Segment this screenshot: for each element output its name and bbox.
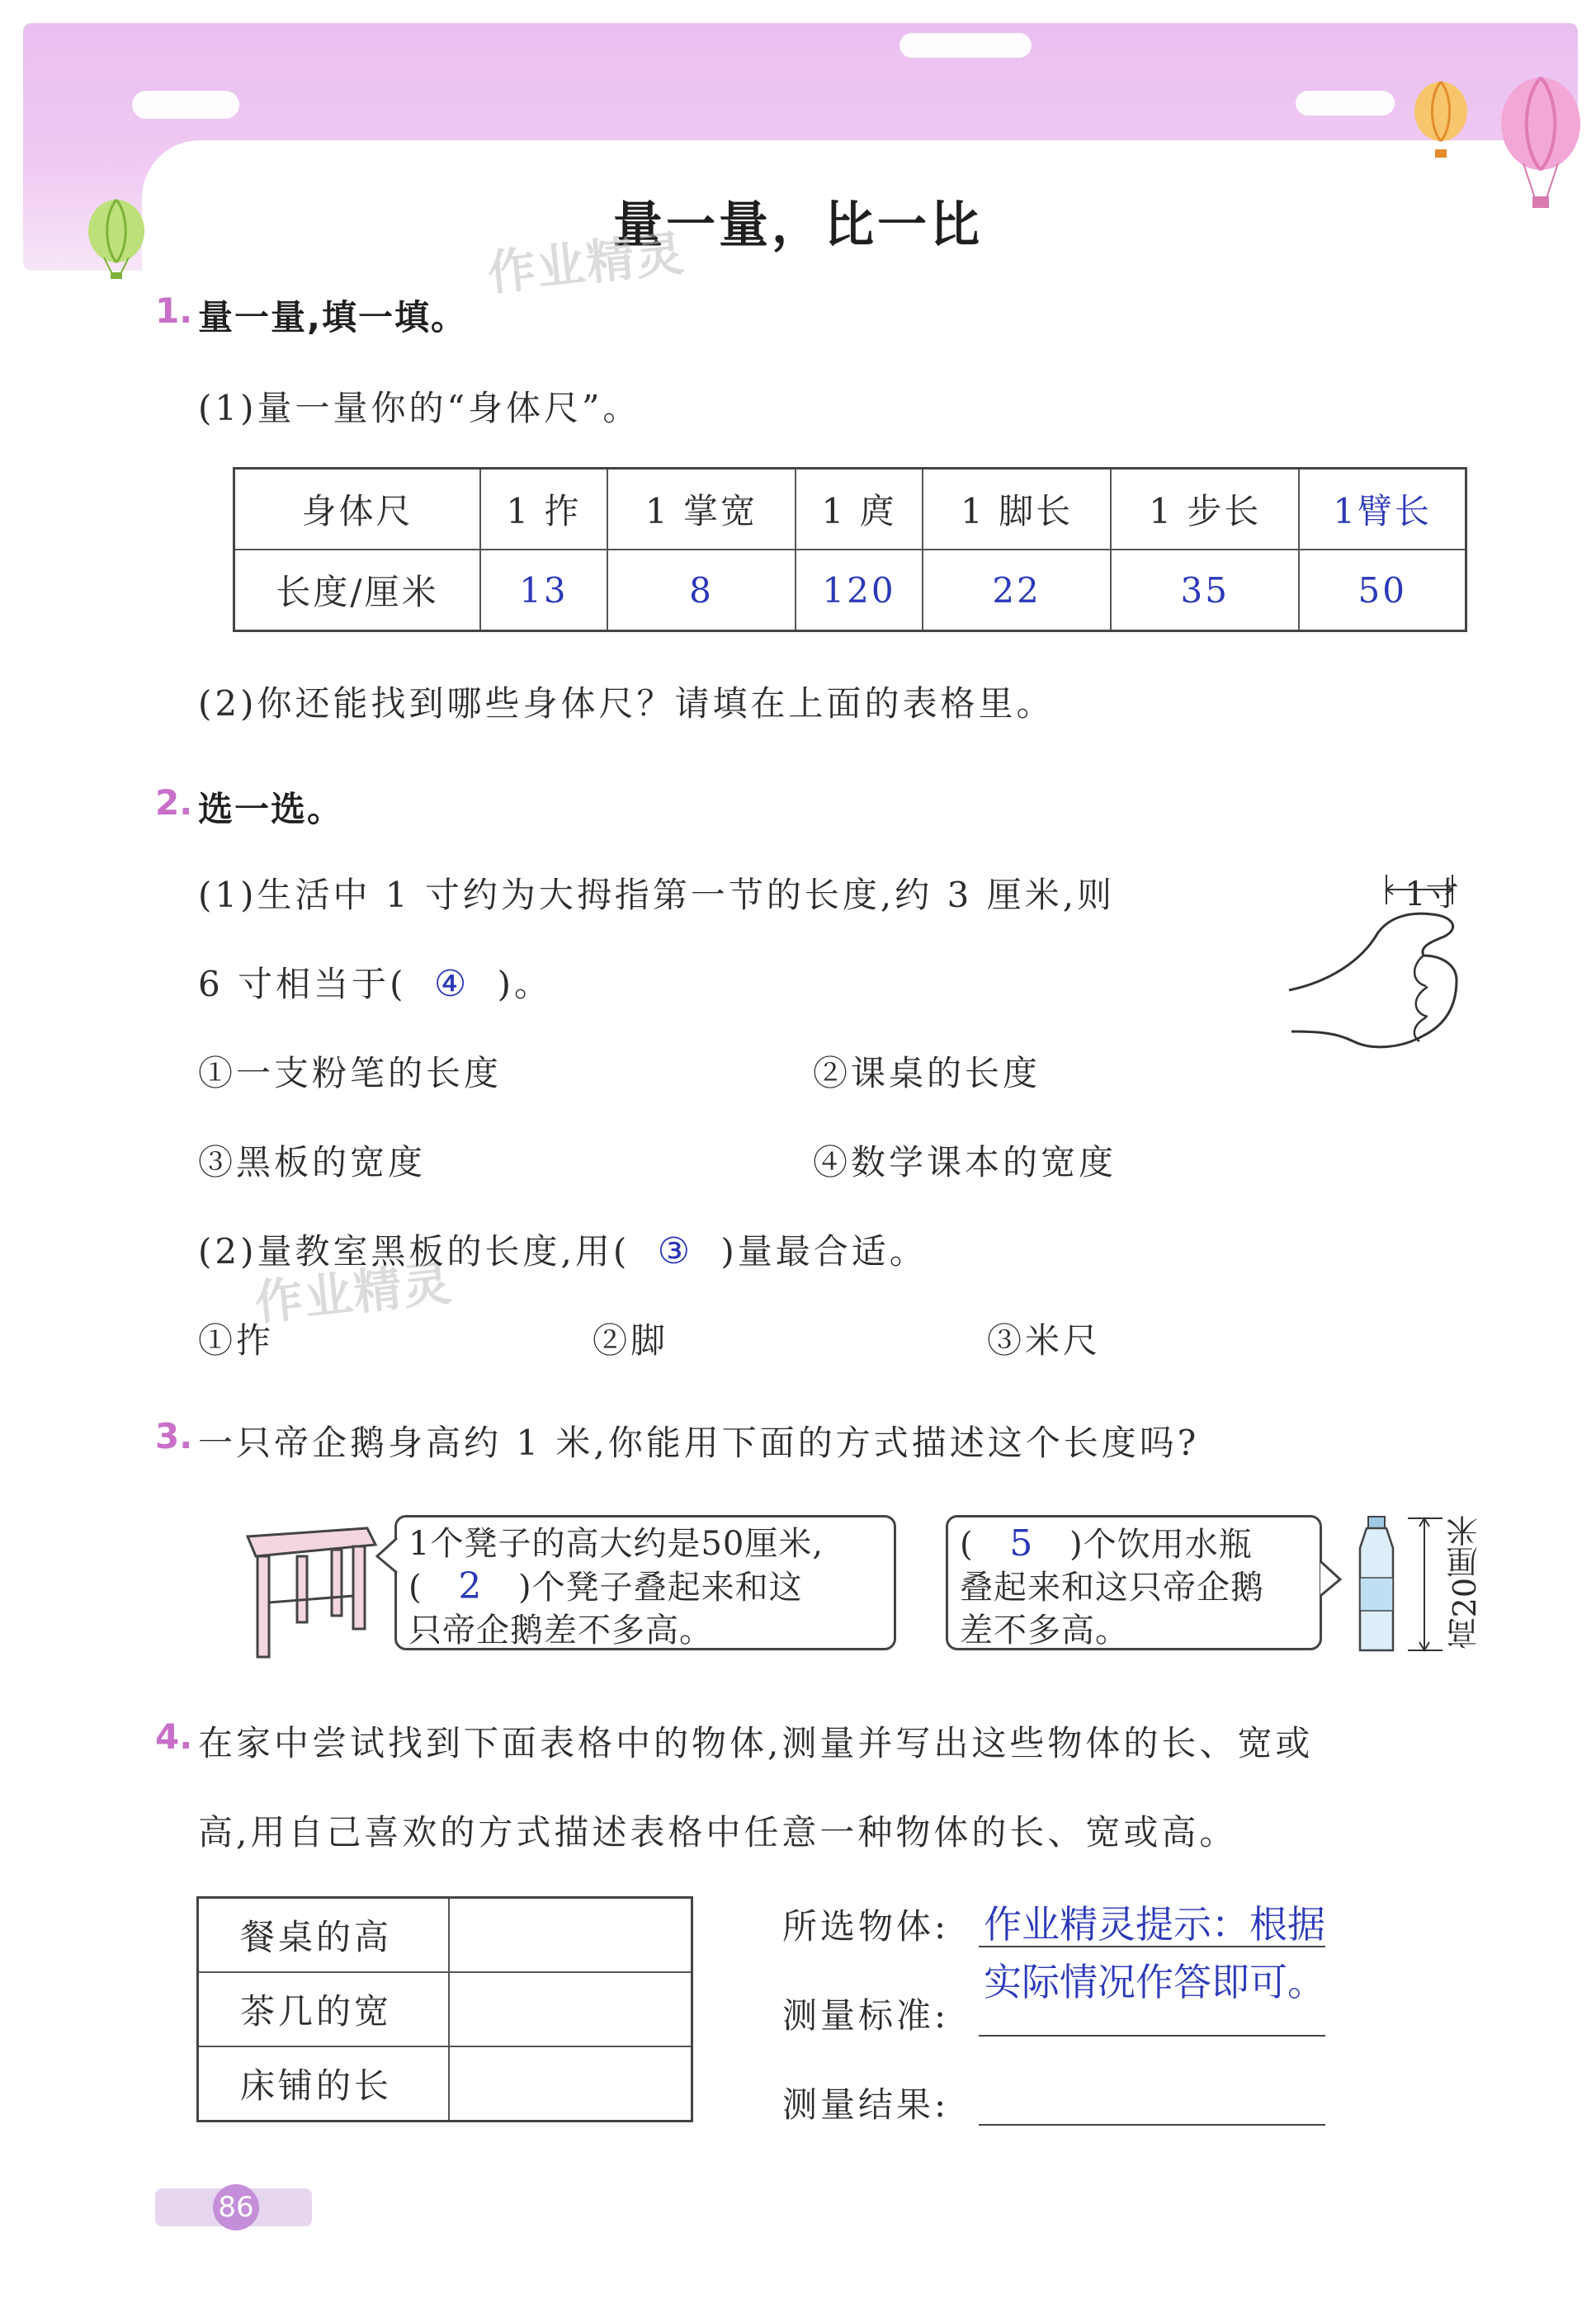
table-blank-cell[interactable]: [449, 1972, 692, 2046]
question-4-line2: 高,用自己喜欢的方式描述表格中任意一种物体的长、宽或高。: [198, 1812, 1238, 1853]
table-row-label: 茶几的宽: [198, 1972, 450, 2046]
text-fragment: )量最合适。: [720, 1231, 928, 1272]
table-row: [234, 550, 1466, 631]
cloud-decoration: [900, 33, 1032, 58]
question-1-heading: 量一量,填一填。: [198, 297, 467, 337]
answer-line[interactable]: [979, 2035, 1325, 2037]
text-fragment: )。: [497, 964, 553, 1004]
thumb-label: 1寸: [1405, 876, 1459, 913]
hint-line: 实际情况作答即可。: [984, 1960, 1325, 2004]
option-item: ③黑板的宽度: [198, 1142, 427, 1182]
cloud-decoration: [132, 91, 239, 119]
text-fragment: (2)量教室黑板的长度,用(: [198, 1231, 630, 1272]
table-header-cell: 1臂长: [1299, 469, 1466, 550]
option-item: ②课桌的长度: [813, 1053, 1041, 1093]
selected-object-label: 所选物体:: [782, 1906, 950, 1947]
option-item: ④数学课本的宽度: [813, 1142, 1117, 1182]
text-fragment: (: [960, 1526, 974, 1564]
answer-cell: 22: [923, 550, 1111, 631]
table-header-cell: 1 拃: [480, 469, 607, 550]
thumb-illustration: [1287, 866, 1494, 1064]
table-header-cell: 1 掌宽: [607, 469, 796, 550]
table-row: [198, 1972, 692, 2046]
balloon-icon: [1408, 78, 1474, 161]
table-row: [198, 2046, 692, 2122]
answer-text: ③: [657, 1230, 694, 1272]
watermark: 作业精灵: [252, 1254, 456, 1332]
question-1-number: 1.: [155, 290, 193, 331]
text-fragment: )个凳子叠起来和这: [518, 1569, 803, 1607]
answer-cell: 50: [1299, 550, 1466, 631]
page-number: 86: [213, 2184, 259, 2230]
answer-cell: 35: [1111, 550, 1299, 631]
text-fragment: (: [408, 1569, 423, 1607]
bubble-pointer: [1319, 1558, 1342, 1599]
answer-line[interactable]: [979, 2124, 1325, 2126]
body-ruler-table: [233, 467, 1467, 632]
hint-line: 作业精灵提示：根据: [984, 1902, 1325, 1947]
measure-standard-label: 测量标准:: [782, 1995, 950, 2036]
watermark: 作业精灵: [484, 224, 688, 302]
table-blank-cell[interactable]: [449, 2046, 692, 2122]
bubble-line: 差不多高。: [960, 1612, 1129, 1650]
text-fragment: )个饮用水瓶: [1070, 1526, 1253, 1564]
bubble-line: 只帝企鹅差不多高。: [408, 1612, 713, 1650]
speech-bubble: [394, 1515, 896, 1650]
bottle-height-label: 高20厘米: [1447, 1515, 1483, 1650]
question-2-part1-line2: [198, 957, 552, 1007]
answer-cell: 13: [480, 550, 607, 631]
question-4-line1: 在家中尝试找到下面表格中的物体,测量并写出这些物体的长、宽或: [198, 1723, 1314, 1763]
measure-result-label: 测量结果:: [782, 2084, 950, 2125]
question-3-number: 3.: [155, 1416, 193, 1456]
option-item: ①一支粉笔的长度: [198, 1053, 503, 1093]
answer-text: 5: [1009, 1522, 1034, 1565]
speech-bubble: [946, 1515, 1322, 1650]
question-3-text: 一只帝企鹅身高约 1 米,你能用下面的方式描述这个长度吗?: [198, 1423, 1200, 1463]
object-measure-table: [196, 1896, 693, 2122]
question-1-part2: (2)你还能找到哪些身体尺？请填在上面的表格里。: [198, 683, 1055, 724]
option-item: ①拃: [198, 1320, 275, 1361]
question-1-part1: (1)量一量你的“身体尺”。: [198, 388, 641, 428]
question-2-heading: 选一选。: [198, 789, 344, 829]
answer-cell: 8: [607, 550, 796, 631]
table-header-cell: 1 步长: [1111, 469, 1299, 550]
bubble-line: [408, 1565, 882, 1609]
stool-illustration: [239, 1520, 380, 1660]
table-row-label: 床铺的长: [198, 2046, 450, 2122]
option-item: ②脚: [593, 1320, 669, 1361]
question-4-number: 4.: [155, 1716, 193, 1757]
table-header-cell: 身体尺: [234, 469, 481, 550]
question-2-part2: [198, 1225, 928, 1274]
question-2-number: 2.: [155, 782, 193, 823]
table-header-cell: 1 脚长: [923, 469, 1111, 550]
bubble-line: [960, 1522, 1308, 1566]
table-row: [198, 1898, 692, 1973]
bubble-line: 叠起来和这只帝企鹅: [960, 1569, 1264, 1607]
answer-cell: 120: [796, 550, 923, 631]
answer-text: 2: [458, 1565, 483, 1607]
option-item: ③米尺: [987, 1320, 1102, 1361]
table-header-cell: 1 庹: [796, 469, 923, 550]
cloud-decoration: [1296, 91, 1395, 116]
table-row-label: 餐桌的高: [198, 1898, 450, 1973]
answer-text: ④: [433, 963, 470, 1005]
table-blank-cell[interactable]: [449, 1898, 692, 1973]
text-fragment: 6 寸相当于(: [198, 964, 407, 1004]
table-row: [234, 469, 1466, 550]
bubble-line: 1个凳子的高大约是50厘米,: [408, 1525, 824, 1563]
bubble-pointer: [375, 1535, 399, 1576]
question-2-part1-line1: (1)生活中 1 寸约为大拇指第一节的长度,约 3 厘米,则: [198, 875, 1116, 915]
table-row-label: 长度/厘米: [234, 550, 481, 631]
page-title: 量一量，比一比: [613, 196, 983, 254]
